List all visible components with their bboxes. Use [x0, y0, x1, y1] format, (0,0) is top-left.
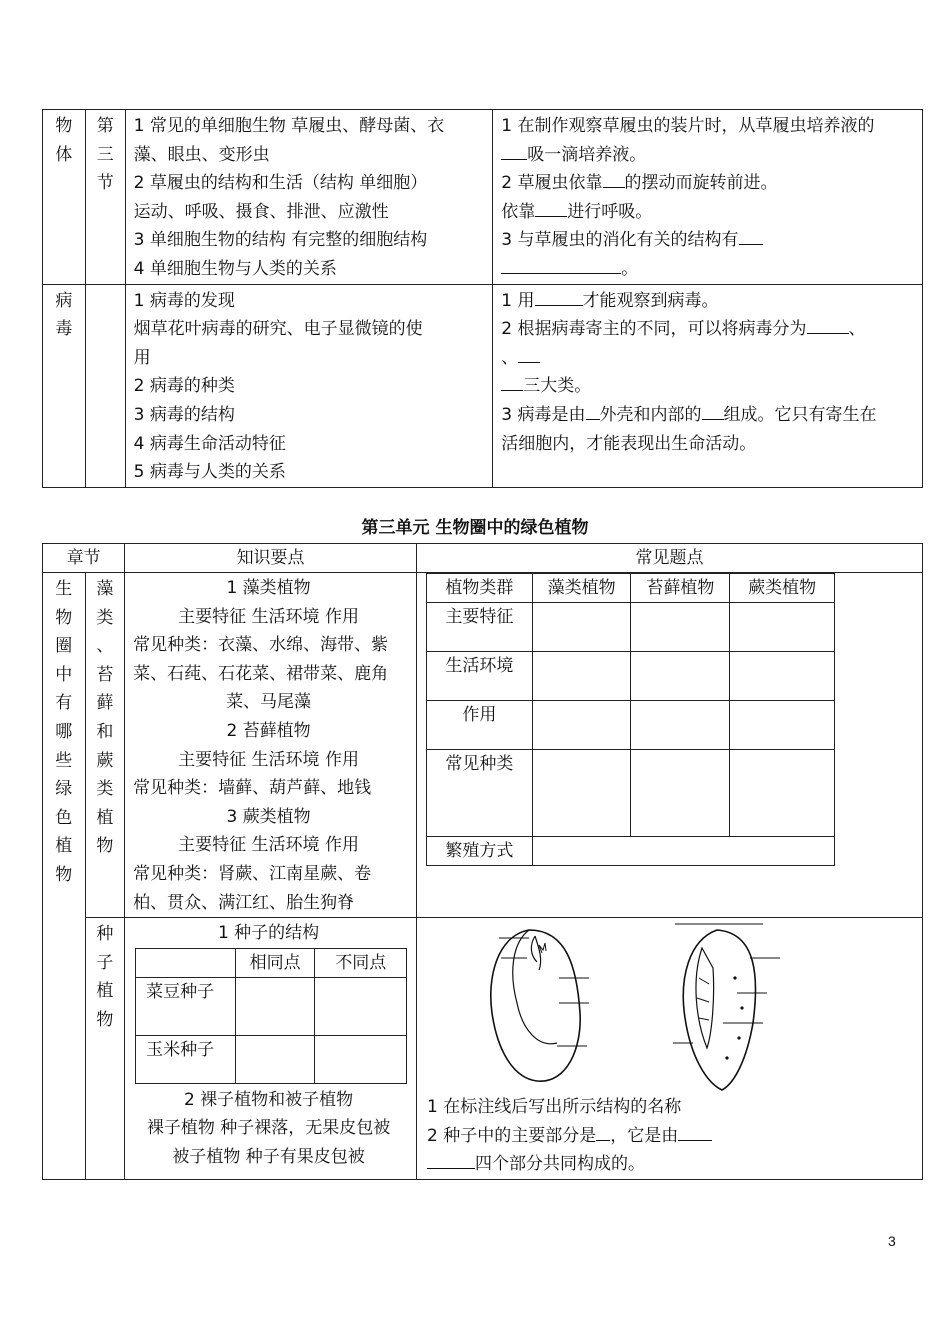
table-row: 相同点 不同点 — [136, 948, 407, 977]
page-number: 3 — [888, 1233, 896, 1249]
table-row: 繁殖方式 — [426, 837, 834, 866]
section-cell — [85, 284, 125, 487]
answer-blank[interactable] — [501, 372, 523, 391]
answer-cell[interactable] — [631, 701, 730, 750]
answer-cell[interactable] — [532, 603, 631, 652]
table-row: 生活环境 — [426, 652, 834, 701]
knowledge-cell: 1 种子的结构 相同点 不同点 菜豆种子 玉米种子 2 裸子植物和被子植物 裸子植物 种子裸落，无果皮包被 被子植物 种子有果皮包被 — [125, 918, 417, 1180]
answer-cell[interactable] — [235, 977, 315, 1035]
table-row — [43, 573, 923, 918]
table-unit2-continued — [42, 109, 923, 488]
answer-cell[interactable] — [235, 1035, 315, 1083]
table-row: 主要特征 — [426, 603, 834, 652]
questions-cell — [416, 573, 922, 918]
answer-cell[interactable] — [730, 603, 835, 652]
answer-blank[interactable] — [678, 1122, 712, 1141]
answer-blank[interactable] — [586, 401, 600, 420]
answer-cell[interactable] — [532, 750, 631, 837]
answer-blank[interactable] — [807, 315, 849, 334]
answer-blank[interactable] — [739, 226, 763, 245]
answer-cell[interactable] — [730, 750, 835, 837]
table-unit3 — [42, 543, 923, 1180]
answer-blank[interactable] — [702, 401, 724, 420]
answer-blank[interactable] — [501, 255, 621, 274]
answer-blank[interactable] — [518, 344, 540, 363]
knowledge-cell: 1 常见的单细胞生物 草履虫、酵母菌、衣 藻、眼虫、变形虫 2 草履虫的结构和生活（结构 单细胞） 运动、呼吸、摄食、排泄、应激性 3 单细胞生物的结构 有完整的细胞结构 4 单细胞生物与人类的关系 — [125, 110, 493, 285]
table-row: 玉米种子 — [136, 1035, 407, 1083]
answer-cell[interactable] — [532, 652, 631, 701]
answer-blank[interactable] — [501, 141, 527, 160]
section-cell: 第 三 节 — [85, 110, 125, 285]
unit3-title: 第三单元 生物圈中的绿色植物 — [361, 518, 589, 538]
answer-cell[interactable] — [631, 652, 730, 701]
seed-comparison-table — [135, 948, 407, 1084]
knowledge-cell: 1 藻类植物 主要特征 生活环境 作用 常见种类：衣藻、水绵、海带、紫 菜、石莼、石花菜、裙带菜、鹿角 菜、马尾藻 2 苔藓植物 主要特征 生活环境 作用 常见种类：墙藓、葫芦藓、地钱 3 蕨类植物 主要特征 生活环境 作用 常见种类：肾蕨、江南星蕨、卷 柏、贯众、满江红、胎生狗脊 — [125, 573, 417, 918]
table-row: 植物类群 藻类植物 苔藓植物 蕨类植物 — [426, 574, 834, 603]
plant-comparison-table — [426, 573, 835, 866]
answer-cell[interactable] — [730, 652, 835, 701]
questions-cell: 1 用 才能观察到病毒。 2 根据病毒寄主的不同，可以将病毒分为 、 、 三大类。 3 病毒是由 外壳和内部的 组成。它只有寄生在 活细胞内，才能表现出生命活动。 — [493, 284, 923, 487]
answer-cell[interactable] — [532, 701, 631, 750]
header-chapter: 章节 — [43, 544, 125, 573]
answer-cell[interactable] — [730, 701, 835, 750]
answer-blank[interactable] — [535, 287, 583, 306]
answer-cell[interactable] — [631, 603, 730, 652]
chapter-cell: 生 物 圈 中 有 哪 些 绿 色 植 物 — [43, 573, 86, 1180]
section-cell: 藻 类 、 苔 藓 和 蕨 类 植 物 — [85, 573, 125, 918]
unit-cell: 病 毒 — [43, 284, 86, 487]
answer-cell[interactable] — [631, 750, 730, 837]
answer-blank[interactable] — [535, 198, 567, 217]
answer-blank[interactable] — [596, 1122, 610, 1141]
table-row: 作用 — [426, 701, 834, 750]
seed-diagrams — [417, 918, 921, 1093]
table-row: 常见种类 — [426, 750, 834, 837]
answer-cell[interactable] — [532, 837, 834, 866]
bean-seed-icon — [491, 930, 589, 1081]
answer-blank[interactable] — [427, 1150, 475, 1169]
header-questions: 常见题点 — [416, 544, 922, 573]
corn-seed-icon — [673, 924, 780, 1090]
header-knowledge: 知识要点 — [125, 544, 417, 573]
table-header-row — [43, 544, 923, 573]
section-cell: 种 子 植 物 — [85, 918, 125, 1180]
knowledge-cell: 1 病毒的发现 烟草花叶病毒的研究、电子显微镜的使 用 2 病毒的种类 3 病毒的结构 4 病毒生命活动特征 5 病毒与人类的关系 — [125, 284, 493, 487]
questions-cell: 1 在制作观察草履虫的装片时，从草履虫培养液的 吸一滴培养液。 2 草履虫依靠 的摆动而旋转前进。 依靠 进行呼吸。 3 与草履虫的消化有关的结构有 。 — [493, 110, 923, 285]
table-row — [43, 284, 923, 487]
questions-cell: 1 在标注线后写出所示结构的名称 2 种子中的主要部分是 ，它是由 四个部分共同构成的。 — [416, 918, 922, 1180]
answer-cell[interactable] — [315, 977, 407, 1035]
answer-blank[interactable] — [603, 169, 625, 188]
unit-cell: 物 体 — [43, 110, 86, 285]
table-row — [43, 110, 923, 285]
table-row — [43, 918, 923, 1180]
table-row: 菜豆种子 — [136, 977, 407, 1035]
answer-cell[interactable] — [315, 1035, 407, 1083]
